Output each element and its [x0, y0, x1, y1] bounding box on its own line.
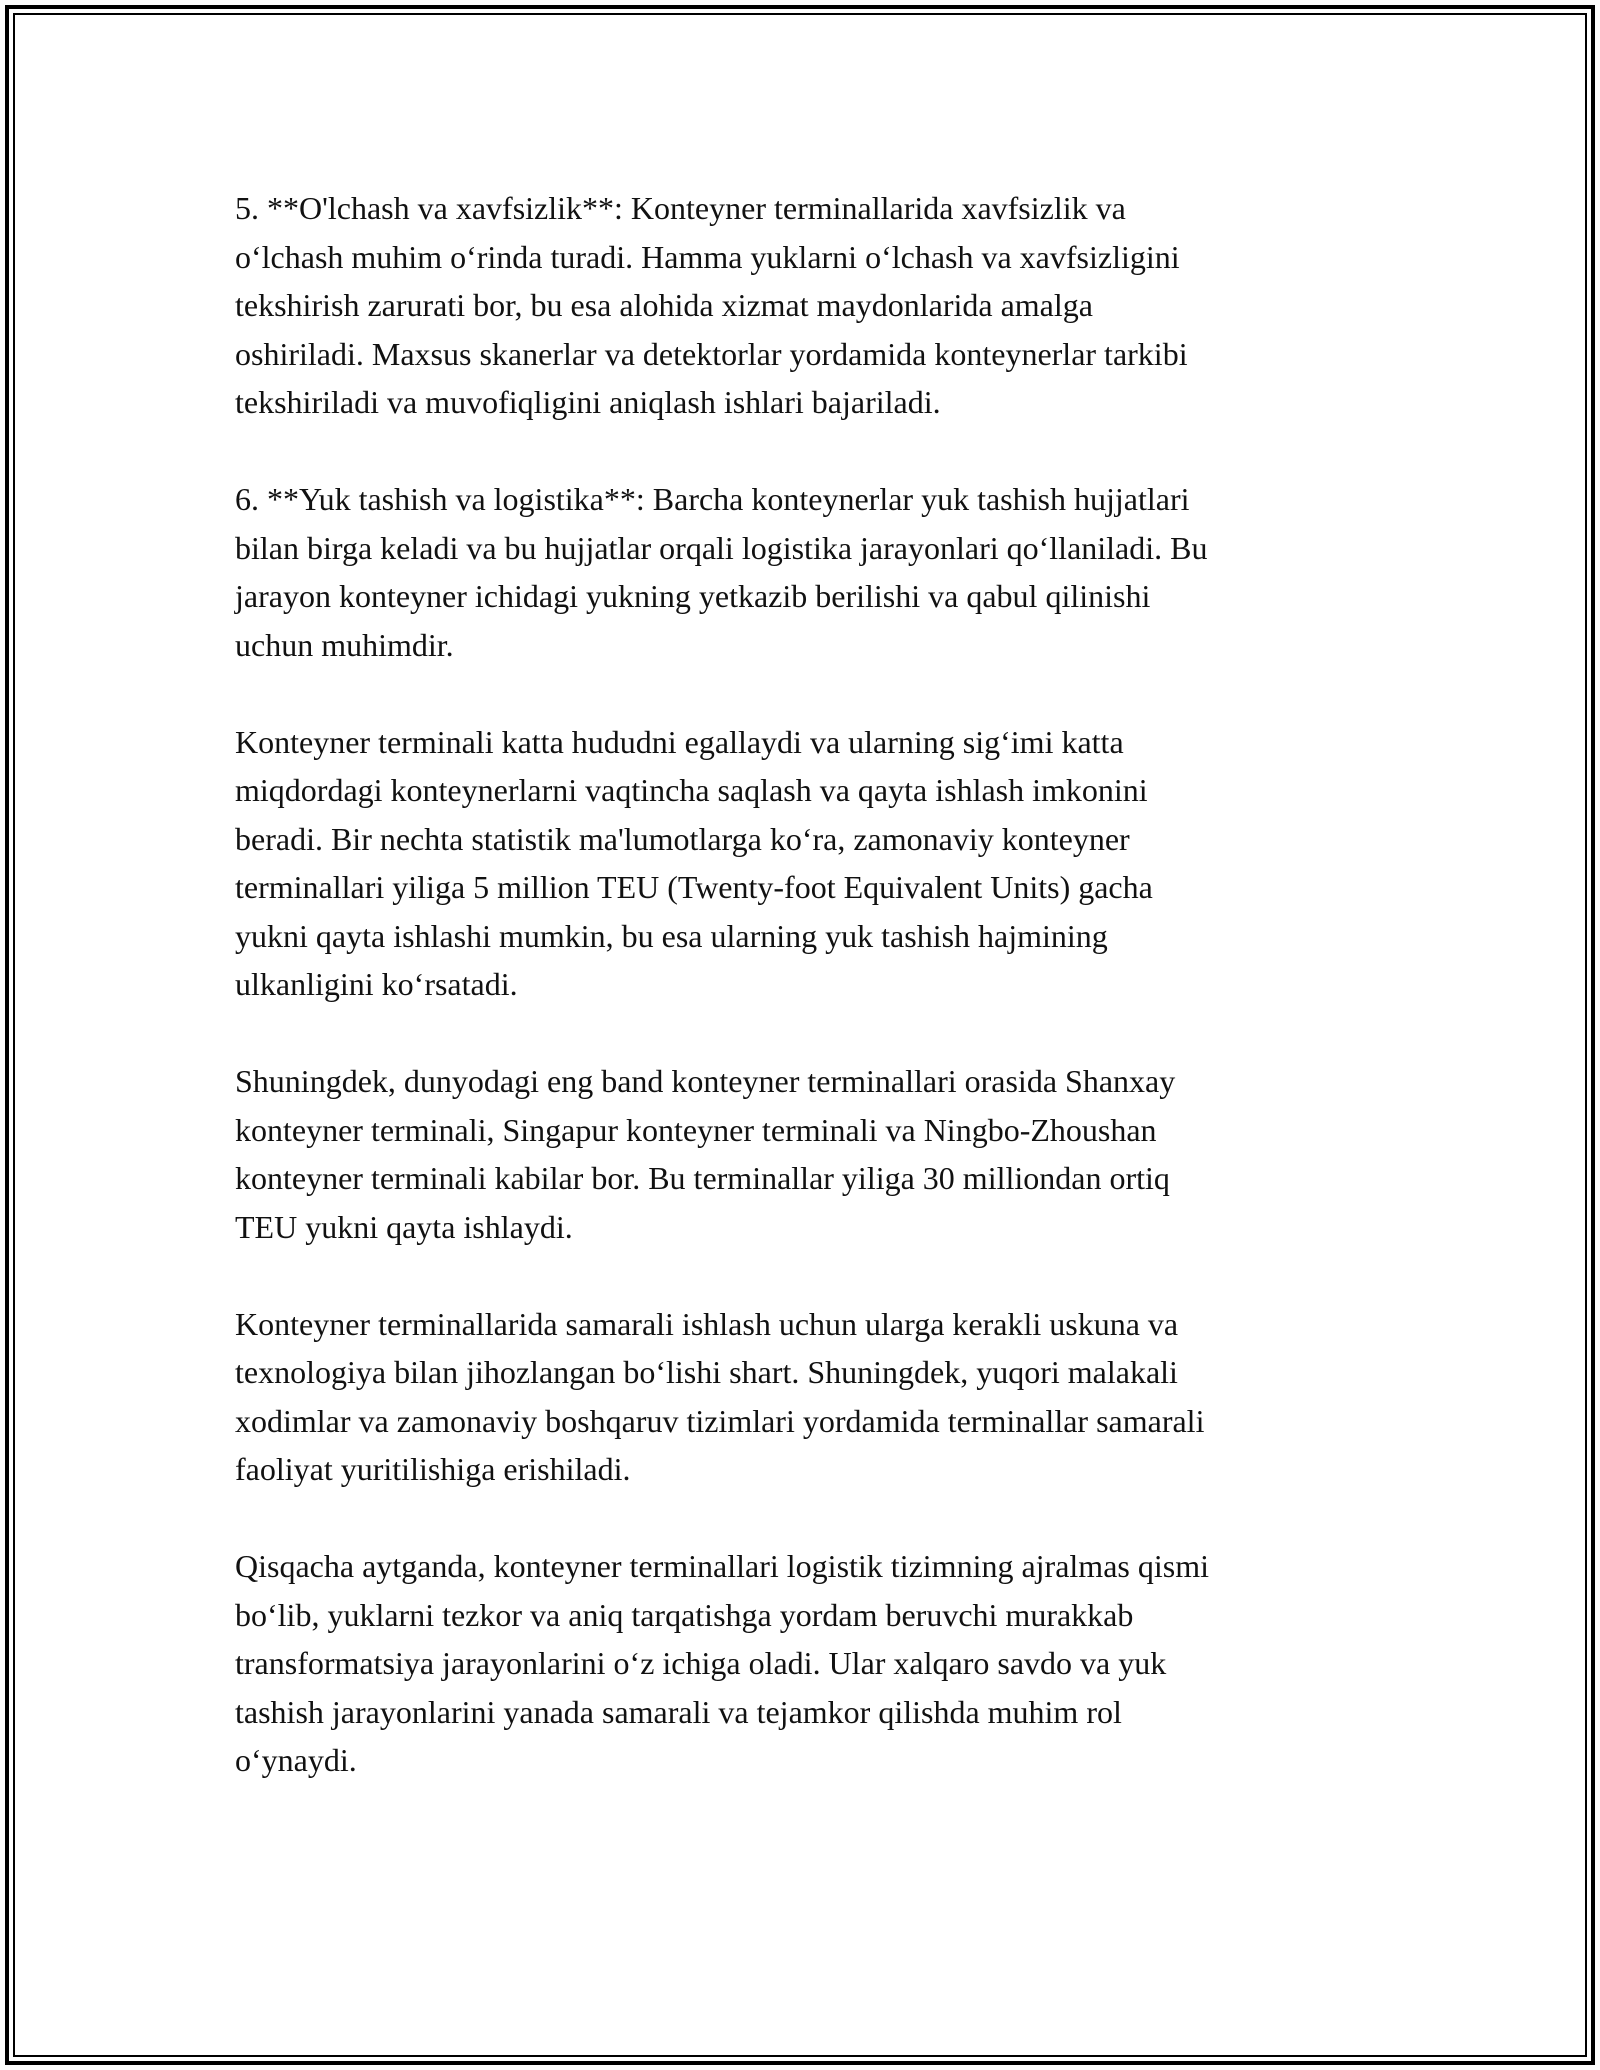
paragraph-terminal-capacity: Konteyner terminali katta hududni egallaydi va ularning sig‘imi katta miqdordagi konteynerlarni vaqtincha saqlash va qayta ishlash imkonini beradi. Bir nechta statistik ma'lumotlarga ko‘ra, zamonaviy konteyner terminallari yiliga 5 million TEU (Twenty-foot Equivalent Units) gacha yukni qayta ishlashi mumkin, bu esa ularning yuk tashish hajmining ulkanligini ko‘rsatadi. — [235, 723, 1153, 1002]
paragraph-busiest-terminals: Shuningdek, dunyodagi eng band konteyner terminallari orasida Shanxay konteyner terminali, Singapur konteyner terminali va Ningbo-Zhoushan konteyner terminali kabilar bor. Bu terminallar yiliga 30 milliondan ortiq TEU yukni qayta ishlaydi. — [235, 1063, 1176, 1245]
paragraph-measurement-security: 5. **O'lchash va xavfsizlik**: Konteyner terminallarida xavfsizlik va o‘lchash muhim o‘rinda turadi. Hamma yuklarni o‘lchash va xavfsizligini tekshirish zarurati bor, bu esa alohida xizmat maydonlarida amalga oshiriladi. Maxsus skanerlar va detektorlar yordamida konteynerlar tarkibi tekshiriladi va muvofiqligini aniqlash ishlari bajariladi. — [235, 190, 1188, 420]
document-body — [235, 184, 1365, 1833]
paragraph-efficient-operation: Konteyner terminallarida samarali ishlash uchun ularga kerakli uskuna va texnologiya bilan jihozlangan bo‘lishi shart. Shuningdek, yuqori malakali xodimlar va zamonaviy boshqaruv tizimlari yordamida terminallar samarali faoliyat yuritilishiga erishiladi. — [235, 1305, 1205, 1487]
paragraph-summary: Qisqacha aytganda, konteyner terminallari logistik tizimning ajralmas qismi bo‘lib, yuklarni tezkor va aniq tarqatishga yordam beruvchi murakkab transformatsiya jarayonlarini o‘z ichiga oladi. Ular xalqaro savdo va yuk tashish jarayonlarini yanada samarali va tejamkor qilishda muhim rol o‘ynaydi. — [235, 1548, 1209, 1778]
paragraph-cargo-logistics: 6. **Yuk tashish va logistika**: Barcha konteynerlar yuk tashish hujjatlari bilan birga keladi va bu hujjatlar orqali logistika jarayonlari qo‘llaniladi. Bu jarayon konteyner ichidagi yukning yetkazib berilishi va qabul qilinishi uchun muhimdir. — [235, 481, 1208, 663]
